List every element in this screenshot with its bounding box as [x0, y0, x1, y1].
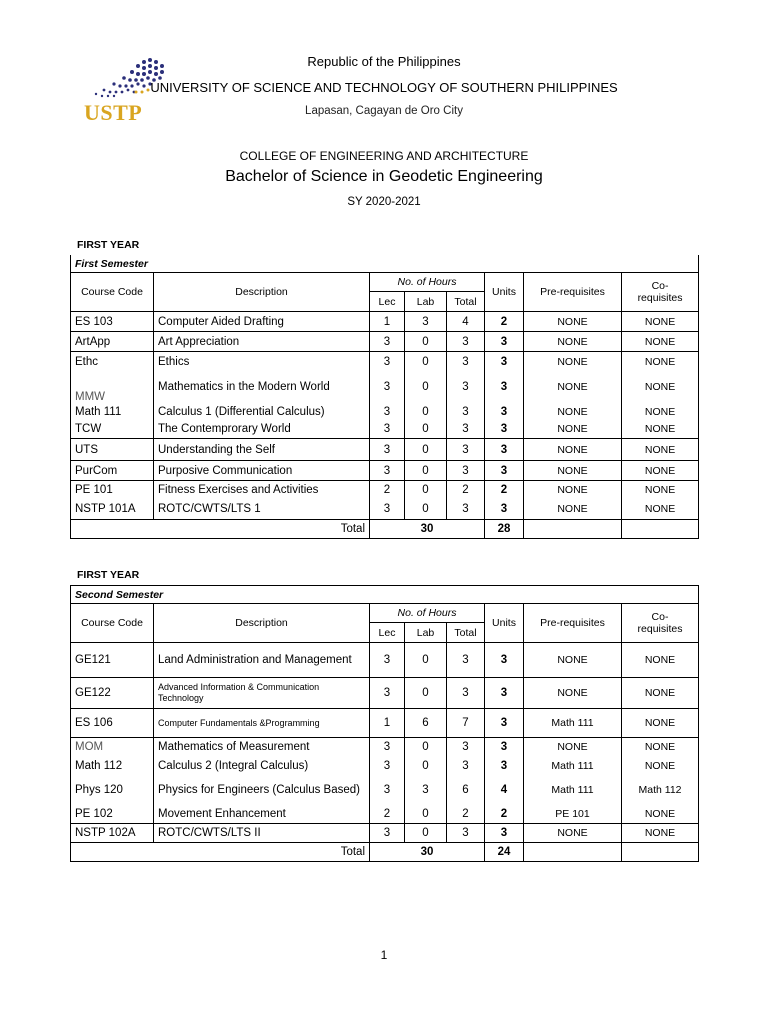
- prerequisite: NONE: [524, 403, 622, 420]
- lab-hours: 0: [405, 738, 447, 757]
- corequisite: NONE: [622, 371, 699, 403]
- course-description: Ethics: [154, 352, 370, 372]
- total-hours: 2: [447, 805, 485, 824]
- course-code: PE 102: [71, 805, 154, 824]
- prerequisite: NONE: [524, 439, 622, 461]
- units: 2: [485, 805, 524, 824]
- total-hours: 3: [447, 352, 485, 372]
- lec-hours: 3: [370, 371, 405, 403]
- lab-hours: 3: [405, 775, 447, 805]
- course-row: [71, 738, 699, 757]
- course-row: [71, 352, 699, 372]
- units: 3: [485, 352, 524, 372]
- corequisite: NONE: [622, 461, 699, 481]
- course-description: Calculus 1 (Differential Calculus): [154, 403, 370, 420]
- lab-hours: 6: [405, 709, 447, 738]
- corequisite: NONE: [622, 756, 699, 775]
- second-semester-table: [70, 585, 699, 862]
- course-description: Art Appreciation: [154, 332, 370, 352]
- lec-hours: 3: [370, 775, 405, 805]
- course-code: Ethc: [71, 352, 154, 372]
- course-description: ROTC/CWTS/LTS 1: [154, 499, 370, 520]
- course-code: TCW: [71, 420, 154, 439]
- col-units: Units: [485, 273, 524, 312]
- lab-hours: 0: [405, 499, 447, 520]
- semester-label: Second Semester: [71, 586, 699, 604]
- lab-hours: 0: [405, 756, 447, 775]
- col-lab: Lab: [405, 623, 447, 643]
- col-no-of-hours: No. of Hours: [370, 604, 485, 623]
- corequisite: NONE: [622, 312, 699, 332]
- units: 2: [485, 312, 524, 332]
- total-label: Total: [154, 843, 370, 862]
- col-prerequisites: Pre-requisites: [524, 604, 622, 643]
- university-address: Lapasan, Cagayan de Oro City: [305, 105, 463, 117]
- corequisite: NONE: [622, 439, 699, 461]
- col-prerequisites: Pre-requisites: [524, 273, 622, 312]
- prerequisite: NONE: [524, 738, 622, 757]
- course-row: [71, 709, 699, 738]
- prerequisite: Math 111: [524, 775, 622, 805]
- corequisite: NONE: [622, 352, 699, 372]
- lec-hours: 3: [370, 678, 405, 709]
- course-row: [71, 775, 699, 805]
- lec-hours: 3: [370, 332, 405, 352]
- course-row: [71, 403, 699, 420]
- course-description: Mathematics of Measurement: [154, 738, 370, 757]
- lec-hours: 1: [370, 312, 405, 332]
- col-corequisites: Co-requisites: [622, 604, 699, 643]
- prerequisite: NONE: [524, 499, 622, 520]
- corequisite: NONE: [622, 643, 699, 678]
- lec-hours: 3: [370, 420, 405, 439]
- units: 3: [485, 678, 524, 709]
- prerequisite: NONE: [524, 643, 622, 678]
- course-row: [71, 678, 699, 709]
- lab-hours: 0: [405, 439, 447, 461]
- total-hours: 3: [447, 403, 485, 420]
- year-label-sem2: FIRST YEAR: [77, 569, 140, 581]
- course-code: Math 112: [71, 756, 154, 775]
- prerequisite: PE 101: [524, 805, 622, 824]
- total-hours: 3: [447, 439, 485, 461]
- units: 2: [485, 481, 524, 500]
- course-description: The Contemprorary World: [154, 420, 370, 439]
- corequisite: NONE: [622, 678, 699, 709]
- page-number: 1: [380, 948, 388, 962]
- units: 4: [485, 775, 524, 805]
- prerequisite: Math 111: [524, 756, 622, 775]
- col-total: Total: [447, 623, 485, 643]
- course-description: Understanding the Self: [154, 439, 370, 461]
- course-description: Calculus 2 (Integral Calculus): [154, 756, 370, 775]
- col-total: Total: [447, 292, 485, 312]
- course-row: [71, 824, 699, 843]
- col-no-of-hours: No. of Hours: [370, 273, 485, 292]
- total-hours: 3: [447, 499, 485, 520]
- course-row: [71, 499, 699, 520]
- corequisite: NONE: [622, 403, 699, 420]
- lec-hours: 3: [370, 439, 405, 461]
- course-description: Movement Enhancement: [154, 805, 370, 824]
- corequisite: NONE: [622, 481, 699, 500]
- total-hours: 30: [370, 843, 485, 862]
- units: 3: [485, 738, 524, 757]
- lab-hours: 0: [405, 481, 447, 500]
- lab-hours: 0: [405, 332, 447, 352]
- lab-hours: 0: [405, 403, 447, 420]
- corequisite: NONE: [622, 332, 699, 352]
- col-description: Description: [154, 604, 370, 643]
- lab-hours: 0: [405, 805, 447, 824]
- total-hours: 3: [447, 461, 485, 481]
- total-hours: 3: [447, 756, 485, 775]
- prerequisite: NONE: [524, 420, 622, 439]
- course-description: Physics for Engineers (Calculus Based): [154, 775, 370, 805]
- lab-hours: 0: [405, 824, 447, 843]
- corequisite: NONE: [622, 824, 699, 843]
- units: 3: [485, 499, 524, 520]
- corequisite: Math 112: [622, 775, 699, 805]
- lab-hours: 0: [405, 643, 447, 678]
- units: 3: [485, 439, 524, 461]
- university-name: UNIVERSITY OF SCIENCE AND TECHNOLOGY OF SOUTHERN PHILIPPINES: [150, 80, 618, 95]
- course-code: PE 101: [71, 481, 154, 500]
- first-semester-table: [70, 255, 699, 539]
- total-hours: 3: [447, 643, 485, 678]
- course-description: Land Administration and Management: [154, 643, 370, 678]
- total-label: Total: [154, 520, 370, 539]
- lec-hours: 1: [370, 709, 405, 738]
- prerequisite: NONE: [524, 678, 622, 709]
- course-code: GE121: [71, 643, 154, 678]
- col-corequisites: Co-requisites: [622, 273, 699, 312]
- prerequisite: NONE: [524, 332, 622, 352]
- prerequisite: NONE: [524, 461, 622, 481]
- units: 3: [485, 709, 524, 738]
- lab-hours: 3: [405, 312, 447, 332]
- col-units: Units: [485, 604, 524, 643]
- course-description: Fitness Exercises and Activities: [154, 481, 370, 500]
- prerequisite: NONE: [524, 352, 622, 372]
- course-row: [71, 481, 699, 500]
- ustp-logo-text: USTP: [84, 100, 143, 125]
- lec-hours: 3: [370, 403, 405, 420]
- units: 3: [485, 403, 524, 420]
- lec-hours: 3: [370, 738, 405, 757]
- school-year: SY 2020-2021: [347, 196, 421, 208]
- course-code: ES 103: [71, 312, 154, 332]
- lec-hours: 3: [370, 499, 405, 520]
- course-description: Computer Fundamentals &Programming: [154, 709, 370, 738]
- units: 3: [485, 461, 524, 481]
- lab-hours: 0: [405, 678, 447, 709]
- units: 3: [485, 756, 524, 775]
- total-hours: 30: [370, 520, 485, 539]
- college-name: COLLEGE OF ENGINEERING AND ARCHITECTURE: [239, 149, 529, 163]
- course-code: ES 106: [71, 709, 154, 738]
- total-hours: 3: [447, 738, 485, 757]
- lec-hours: 3: [370, 756, 405, 775]
- corequisite: NONE: [622, 420, 699, 439]
- course-code: NSTP 102A: [71, 824, 154, 843]
- prerequisite: NONE: [524, 312, 622, 332]
- total-hours: 6: [447, 775, 485, 805]
- course-row: [71, 439, 699, 461]
- corequisite: NONE: [622, 709, 699, 738]
- course-description: ROTC/CWTS/LTS II: [154, 824, 370, 843]
- col-course-code: Course Code: [71, 273, 154, 312]
- program-title: Bachelor of Science in Geodetic Engineering: [225, 168, 543, 185]
- units: 3: [485, 643, 524, 678]
- course-code: MMW: [71, 371, 154, 403]
- course-code: NSTP 101A: [71, 499, 154, 520]
- units: 3: [485, 420, 524, 439]
- col-description: Description: [154, 273, 370, 312]
- lec-hours: 3: [370, 824, 405, 843]
- col-lab: Lab: [405, 292, 447, 312]
- col-lec: Lec: [370, 623, 405, 643]
- course-row: [71, 756, 699, 775]
- units: 3: [485, 332, 524, 352]
- total-hours: 7: [447, 709, 485, 738]
- total-units: 28: [485, 520, 524, 539]
- course-row: [71, 420, 699, 439]
- units: 3: [485, 824, 524, 843]
- prerequisite: NONE: [524, 371, 622, 403]
- total-hours: 3: [447, 678, 485, 709]
- prerequisite: NONE: [524, 481, 622, 500]
- course-description: Advanced Information & Communication Technology: [154, 678, 370, 709]
- corequisite: NONE: [622, 499, 699, 520]
- course-row: [71, 332, 699, 352]
- col-lec: Lec: [370, 292, 405, 312]
- course-code: GE122: [71, 678, 154, 709]
- course-row: [71, 312, 699, 332]
- total-hours: 3: [447, 420, 485, 439]
- corequisite: NONE: [622, 738, 699, 757]
- course-row: [71, 371, 699, 403]
- lec-hours: 3: [370, 643, 405, 678]
- lab-hours: 0: [405, 461, 447, 481]
- total-hours: 4: [447, 312, 485, 332]
- total-units: 24: [485, 843, 524, 862]
- prerequisite: NONE: [524, 824, 622, 843]
- lec-hours: 2: [370, 805, 405, 824]
- units: 3: [485, 371, 524, 403]
- course-code: Math 111: [71, 403, 154, 420]
- course-row: [71, 461, 699, 481]
- course-code: Phys 120: [71, 775, 154, 805]
- course-code: ArtApp: [71, 332, 154, 352]
- lab-hours: 0: [405, 420, 447, 439]
- course-row: [71, 805, 699, 824]
- semester-label: First Semester: [71, 255, 699, 273]
- course-row: [71, 643, 699, 678]
- course-description: Purposive Communication: [154, 461, 370, 481]
- course-description: Computer Aided Drafting: [154, 312, 370, 332]
- course-description: Mathematics in the Modern World: [154, 371, 370, 403]
- year-label-sem1: FIRST YEAR: [77, 239, 140, 251]
- total-hours: 2: [447, 481, 485, 500]
- course-code: UTS: [71, 439, 154, 461]
- lec-hours: 3: [370, 461, 405, 481]
- lec-hours: 2: [370, 481, 405, 500]
- col-course-code: Course Code: [71, 604, 154, 643]
- total-hours: 3: [447, 824, 485, 843]
- lab-hours: 0: [405, 371, 447, 403]
- total-hours: 3: [447, 371, 485, 403]
- total-hours: 3: [447, 332, 485, 352]
- corequisite: NONE: [622, 805, 699, 824]
- lec-hours: 3: [370, 352, 405, 372]
- course-code: MOM: [71, 738, 154, 757]
- course-code: PurCom: [71, 461, 154, 481]
- lab-hours: 0: [405, 352, 447, 372]
- republic-title: Republic of the Philippines: [307, 54, 461, 69]
- prerequisite: Math 111: [524, 709, 622, 738]
